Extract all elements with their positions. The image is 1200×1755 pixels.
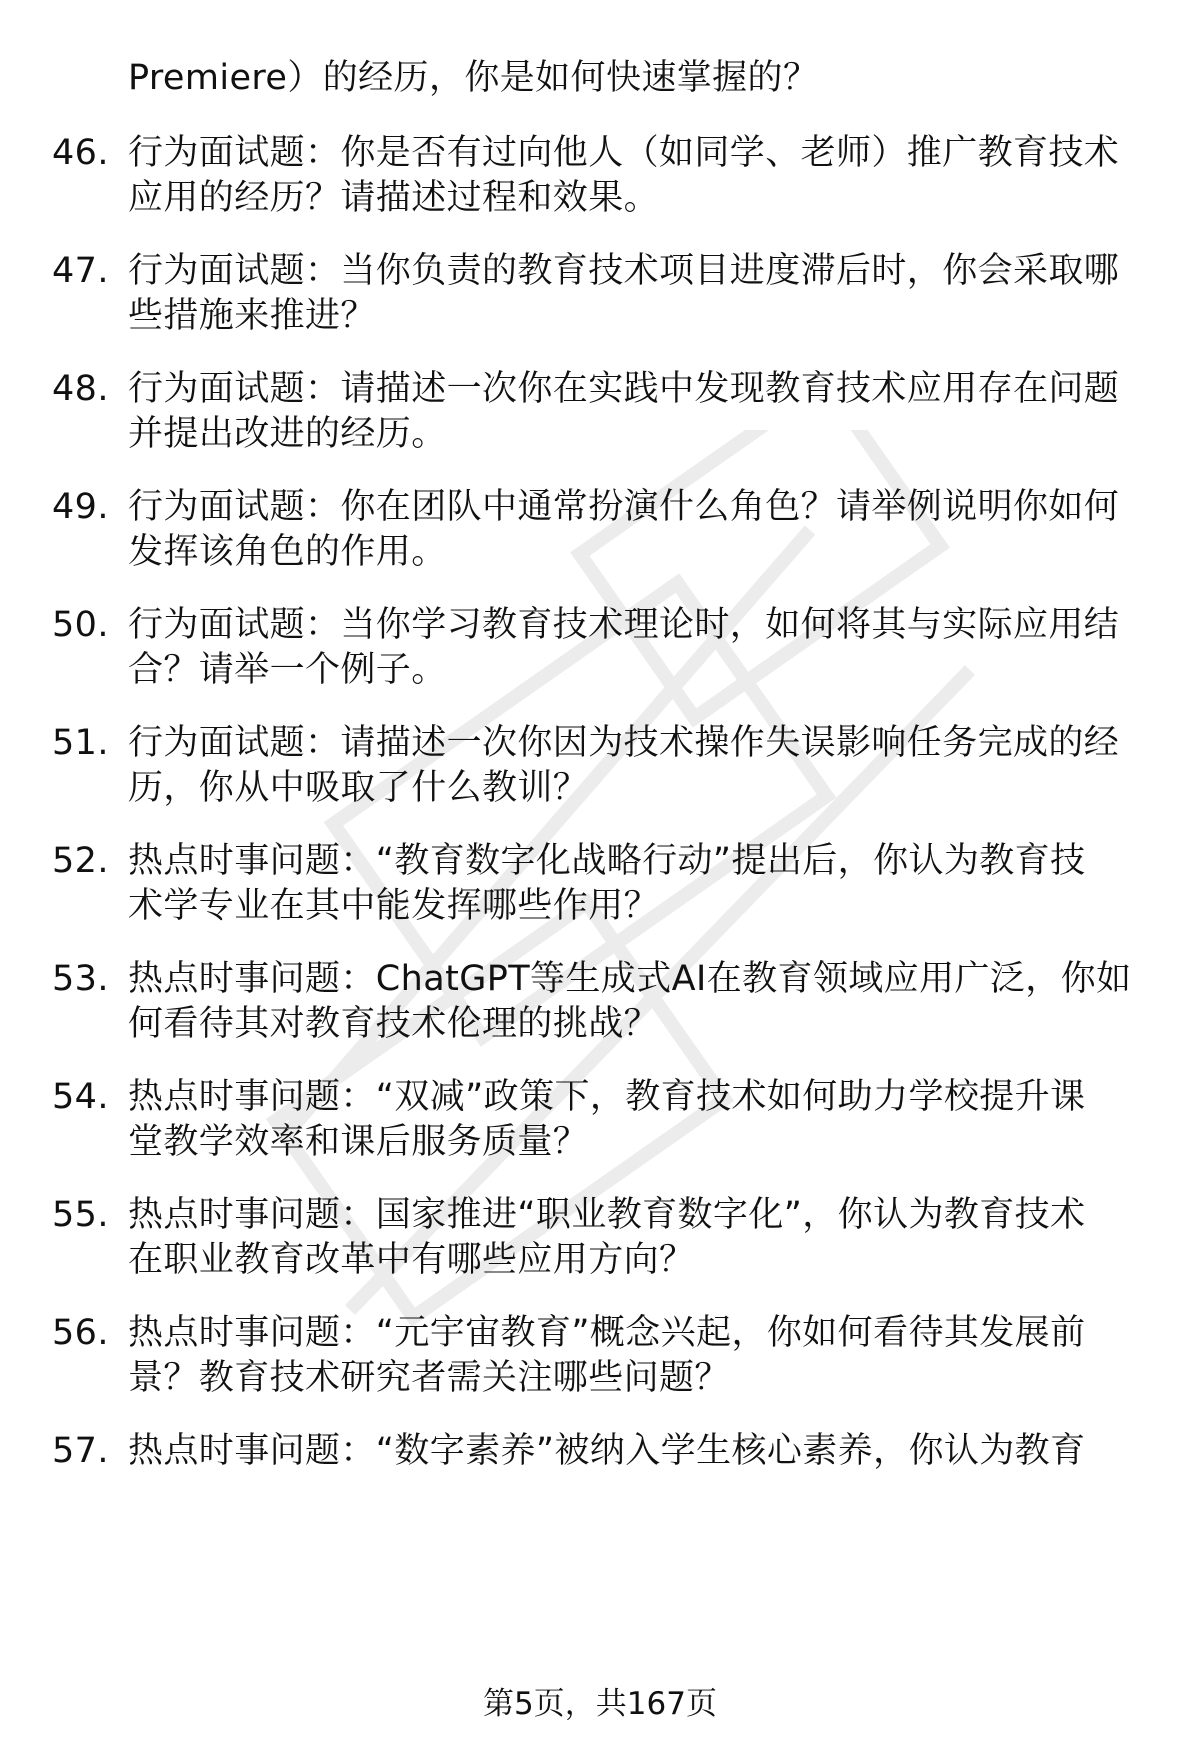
item-text-line: 热点时事问题：“教育数字化战略行动”提出后，你认为教育技 [128,841,1086,881]
item-text-line: 发挥该角色的作用。 [128,532,447,572]
item-text-line: 热点时事问题：“元宇宙教育”概念兴起，你如何看待其发展前 [128,1313,1086,1353]
item-number: 53. [52,959,109,999]
item-number: 55. [52,1195,109,1235]
item-text-line: 热点时事问题：国家推进“职业教育数字化”，你认为教育技术 [128,1195,1086,1235]
item-number: 47. [52,251,109,291]
item-number: 54. [52,1077,109,1117]
item-number: 51. [52,723,109,763]
item-text-line: 热点时事问题：“数字素养”被纳入学生核心素养，你认为教育 [128,1431,1086,1471]
item-number: 49. [52,487,109,527]
item-number: 46. [52,133,109,173]
item-text-line: 应用的经历？请描述过程和效果。 [128,178,660,218]
page-number-footer: 第5页，共167页 [483,1686,717,1722]
item-text-line: 何看待其对教育技术伦理的挑战？ [128,1004,660,1044]
item-text-line: 合？请举一个例子。 [128,650,447,690]
item-text-line: 历，你从中吸取了什么教训？ [128,768,589,808]
item-number: 50. [52,605,109,645]
continuation-line: Premiere）的经历，你是如何快速掌握的？ [128,58,819,98]
item-number: 48. [52,369,109,409]
item-text-line: 热点时事问题：ChatGPT等生成式AI在教育领域应用广泛，你如 [128,959,1132,999]
item-text-line: 行为面试题：当你负责的教育技术项目进度滞后时，你会采取哪 [128,251,1120,291]
item-number: 57. [52,1431,109,1471]
item-text-line: 堂教学效率和课后服务质量？ [128,1122,589,1162]
item-number: 56. [52,1313,109,1353]
item-text-line: 景？教育技术研究者需关注哪些问题？ [128,1358,730,1398]
item-number: 52. [52,841,109,881]
item-text-line: 行为面试题：请描述一次你在实践中发现教育技术应用存在问题 [128,369,1120,409]
item-text-line: 些措施来推进？ [128,296,376,336]
item-text-line: 热点时事问题：“双减”政策下，教育技术如何助力学校提升课 [128,1077,1086,1117]
item-text-line: 术学专业在其中能发挥哪些作用？ [128,886,660,926]
item-text-line: 行为面试题：当你学习教育技术理论时，如何将其与实际应用结 [128,605,1120,645]
item-text-line: 在职业教育改革中有哪些应用方向？ [128,1240,695,1280]
item-text-line: 行为面试题：你在团队中通常扮演什么角色？请举例说明你如何 [128,487,1120,527]
item-text-line: 行为面试题：你是否有过向他人（如同学、老师）推广教育技术 [128,133,1120,173]
item-text-line: 行为面试题：请描述一次你因为技术操作失误影响任务完成的经 [128,723,1120,763]
item-text-line: 并提出改进的经历。 [128,414,447,454]
